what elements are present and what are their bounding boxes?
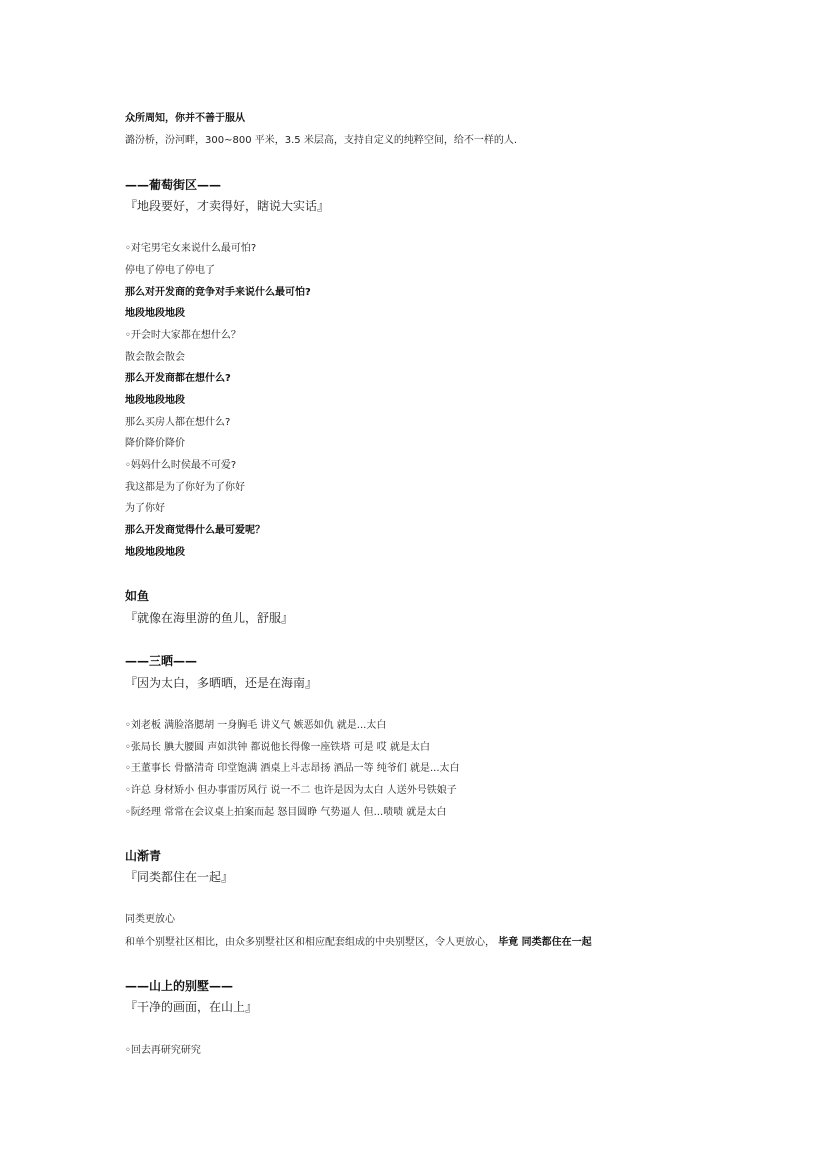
body-line: 散会散会散会 [125, 352, 185, 363]
body-line: 为了你好 [125, 503, 165, 514]
body-line: 那么买房人都在想什么? [125, 417, 231, 428]
body-line: 同类更放心 [125, 914, 175, 925]
body-line-bold: 地段地段地段 [125, 395, 185, 406]
section-quote-grape-street: 『地段要好，才卖得好，瞎说大实话』 [125, 199, 330, 213]
section-heading-green-hills: 山渐青 [125, 849, 162, 863]
section-heading-three-sun: ——三晒—— [125, 654, 198, 668]
body-line: ◦张局长 腆大腰圆 声如洪钟 都说他长得像一座铁塔 可是 哎 就是太白 [125, 742, 430, 753]
body-line: ◦开会时大家都在想什么？ [125, 330, 241, 341]
body-line: ◦许总 身材矫小 但办事雷厉风行 说一不二 也许是因为太白 人送外号铁娘子 [125, 785, 457, 796]
section-heading-grape-street: ——葡萄街区—— [125, 178, 222, 192]
body-line-emphasis: 毕竟 同类都住在一起 [498, 937, 592, 948]
body-line-bold: 那么开发商觉得什么最可爱呢？ [125, 525, 265, 536]
section-quote-green-hills: 『同类都住在一起』 [125, 870, 234, 884]
body-line: ◦刘老板 满脸洛腮胡 一身胸毛 讲义气 嫉恶如仇 就是...太白 [125, 720, 387, 731]
body-line-bold: 那么开发商都在想什么? [125, 373, 231, 384]
body-line: ◦回去再研究研究 [125, 1045, 201, 1056]
body-line: ◦对宅男宅女来说什么最可怕? [125, 243, 257, 254]
body-line-text: 和单个别墅社区相比，由众多别墅社区和相应配套组成的中央别墅区，令人更放心， [125, 937, 495, 948]
body-line: 停电了停电了停电了 [125, 265, 215, 276]
body-line: 我这都是为了你好为了你好 [125, 482, 245, 493]
body-line: ◦阮经理 常常在会议桌上拍案而起 怒目圆睁 气势逼人 但...啧啧 就是太白 [125, 807, 447, 818]
body-line-bold: 那么对开发商的竞争对手来说什么最可怕? [125, 287, 311, 298]
body-line: ◦妈妈什么时侯最不可爱? [125, 460, 237, 471]
body-line-mixed [125, 937, 592, 949]
section-heading-like-fish: 如鱼 [125, 589, 150, 603]
intro-description: 潞汾桥，汾河畔，300~800 平米，3.5 米层高，支持自定义的纯粹空间，给不一样的人. [125, 135, 517, 146]
body-line-bold: 地段地段地段 [125, 308, 185, 319]
body-line: ◦王董事长 骨骼清奇 印堂饱满 酒桌上斗志昂扬 酒品一等 纯爷们 就是...太白 [125, 763, 460, 774]
section-heading-mountain-villa: ——山上的别墅—— [125, 979, 234, 993]
body-line-bold: 地段地段地段 [125, 547, 185, 558]
section-quote-three-sun: 『因为太白，多晒晒，还是在海南』 [125, 676, 318, 690]
intro-title: 众所周知，你并不善于服从 [125, 113, 245, 124]
section-quote-like-fish: 『就像在海里游的鱼儿，舒服』 [125, 611, 294, 625]
section-quote-mountain-villa: 『干净的画面，在山上』 [125, 1000, 258, 1014]
body-line: 降价降价降价 [125, 438, 185, 449]
